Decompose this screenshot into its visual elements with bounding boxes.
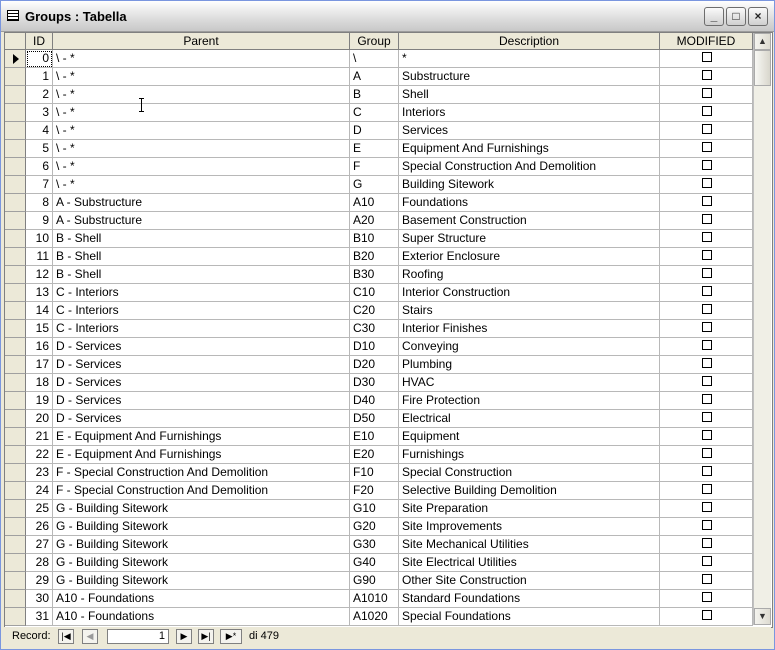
cell-modified — [660, 158, 753, 176]
column-header-id[interactable]: ID — [26, 33, 53, 50]
cell-description[interactable]: Site Improvements — [399, 518, 660, 536]
cell-parent[interactable]: \ - * — [53, 50, 350, 68]
cell-id[interactable]: 17 — [26, 356, 53, 374]
cell-id[interactable]: 0 — [26, 50, 53, 68]
title-bar[interactable] — [1, 1, 774, 32]
cell-id[interactable]: 2 — [26, 86, 53, 104]
cell-id[interactable]: 10 — [26, 230, 53, 248]
cell-id[interactable]: 5 — [26, 140, 53, 158]
cell-modified — [660, 446, 753, 464]
modified-checkbox[interactable] — [702, 250, 712, 260]
cell-description[interactable]: Interiors — [399, 104, 660, 122]
cell-modified — [660, 266, 753, 284]
cell-id[interactable]: 9 — [26, 212, 53, 230]
cell-parent[interactable]: \ - * — [53, 68, 350, 86]
cell-id[interactable]: 22 — [26, 446, 53, 464]
cell-description[interactable]: Foundations — [399, 194, 660, 212]
cell-id[interactable]: 23 — [26, 464, 53, 482]
row-selector[interactable] — [5, 428, 26, 446]
cell-description[interactable]: Basement Construction — [399, 212, 660, 230]
record-navigation-bar — [4, 627, 771, 647]
row-selector[interactable] — [5, 410, 26, 428]
select-all-corner[interactable] — [5, 33, 26, 50]
modified-checkbox[interactable] — [702, 592, 712, 602]
cell-parent[interactable]: F - Special Construction And Demolition — [53, 482, 350, 500]
cell-group[interactable]: D10 — [350, 338, 399, 356]
cell-group[interactable]: B30 — [350, 266, 399, 284]
cell-parent[interactable]: \ - * — [53, 176, 350, 194]
cell-parent[interactable]: \ - * — [53, 104, 350, 122]
modified-checkbox[interactable] — [702, 430, 712, 440]
scroll-down-button[interactable] — [754, 608, 771, 625]
modified-checkbox[interactable] — [702, 520, 712, 530]
cell-description[interactable]: Plumbing — [399, 356, 660, 374]
cell-group[interactable]: E10 — [350, 428, 399, 446]
cell-parent[interactable]: C - Interiors — [53, 320, 350, 338]
cell-description[interactable]: Interior Finishes — [399, 320, 660, 338]
cell-parent[interactable]: A10 - Foundations — [53, 608, 350, 626]
cell-group[interactable]: G10 — [350, 500, 399, 518]
row-selector[interactable] — [5, 50, 26, 68]
row-selector[interactable] — [5, 608, 26, 626]
cell-group[interactable]: C30 — [350, 320, 399, 338]
cell-description[interactable]: Stairs — [399, 302, 660, 320]
cell-description[interactable]: Special Construction — [399, 464, 660, 482]
cell-parent[interactable]: \ - * — [53, 140, 350, 158]
cell-modified — [660, 122, 753, 140]
cell-group[interactable]: \ — [350, 50, 399, 68]
cell-parent[interactable]: \ - * — [53, 122, 350, 140]
prev-record-icon: ◀ — [86, 631, 94, 641]
scroll-thumb[interactable] — [754, 50, 771, 86]
cell-parent[interactable]: D - Services — [53, 374, 350, 392]
cell-description[interactable]: Standard Foundations — [399, 590, 660, 608]
cell-modified — [660, 464, 753, 482]
cell-id[interactable]: 6 — [26, 158, 53, 176]
cell-group[interactable]: F — [350, 158, 399, 176]
new-record-icon: ▶* — [225, 631, 237, 641]
cell-description[interactable]: Super Structure — [399, 230, 660, 248]
row-selector[interactable] — [5, 572, 26, 590]
row-selector[interactable] — [5, 446, 26, 464]
row-selector[interactable] — [5, 266, 26, 284]
modified-checkbox[interactable] — [702, 268, 712, 278]
cell-description[interactable]: Services — [399, 122, 660, 140]
row-selector[interactable] — [5, 302, 26, 320]
text-cursor-icon — [141, 98, 142, 112]
cell-parent[interactable]: C - Interiors — [53, 284, 350, 302]
cell-description[interactable]: Building Sitework — [399, 176, 660, 194]
cell-modified — [660, 230, 753, 248]
cell-group[interactable]: B — [350, 86, 399, 104]
modified-checkbox[interactable] — [702, 178, 712, 188]
modified-checkbox[interactable] — [702, 124, 712, 134]
cell-description[interactable]: Selective Building Demolition — [399, 482, 660, 500]
cell-description[interactable]: Substructure — [399, 68, 660, 86]
modified-checkbox[interactable] — [702, 142, 712, 152]
cell-description[interactable]: Site Mechanical Utilities — [399, 536, 660, 554]
maximize-button[interactable] — [726, 7, 746, 26]
cell-modified — [660, 536, 753, 554]
modified-checkbox[interactable] — [702, 502, 712, 512]
cell-parent[interactable]: B - Shell — [53, 248, 350, 266]
modified-checkbox[interactable] — [702, 52, 712, 62]
vertical-scrollbar[interactable] — [753, 33, 771, 625]
next-record-icon: ▶ — [180, 631, 188, 641]
cell-id[interactable]: 28 — [26, 554, 53, 572]
modified-checkbox[interactable] — [702, 304, 712, 314]
modified-checkbox[interactable] — [702, 412, 712, 422]
cell-parent[interactable]: E - Equipment And Furnishings — [53, 428, 350, 446]
cell-modified — [660, 212, 753, 230]
cell-modified — [660, 194, 753, 212]
cell-description[interactable]: Exterior Enclosure — [399, 248, 660, 266]
row-selector[interactable] — [5, 338, 26, 356]
cell-modified — [660, 338, 753, 356]
row-selector[interactable] — [5, 230, 26, 248]
first-record-icon: |◀ — [61, 631, 71, 641]
cell-group[interactable]: D20 — [350, 356, 399, 374]
scroll-up-button[interactable] — [754, 33, 771, 50]
modified-checkbox[interactable] — [702, 448, 712, 458]
cell-id[interactable]: 12 — [26, 266, 53, 284]
first-record-button[interactable] — [58, 629, 74, 644]
cell-modified — [660, 284, 753, 302]
cell-modified — [660, 428, 753, 446]
modified-checkbox[interactable] — [702, 340, 712, 350]
maximize-icon: □ — [732, 9, 740, 23]
cell-description[interactable]: * — [399, 50, 660, 68]
modified-checkbox[interactable] — [702, 160, 712, 170]
modified-checkbox[interactable] — [702, 70, 712, 80]
cell-parent[interactable]: D - Services — [53, 338, 350, 356]
row-selector[interactable] — [5, 518, 26, 536]
window-title: Groups : Tabella — [25, 9, 127, 24]
cell-parent[interactable]: \ - * — [53, 158, 350, 176]
cell-group[interactable]: G40 — [350, 554, 399, 572]
cell-description[interactable]: Site Electrical Utilities — [399, 554, 660, 572]
cell-group[interactable]: B20 — [350, 248, 399, 266]
row-selector[interactable] — [5, 392, 26, 410]
cell-group[interactable]: D — [350, 122, 399, 140]
cell-id[interactable]: 26 — [26, 518, 53, 536]
cell-parent[interactable]: D - Services — [53, 410, 350, 428]
row-selector[interactable] — [5, 176, 26, 194]
cell-id[interactable]: 13 — [26, 284, 53, 302]
cell-group[interactable]: G — [350, 176, 399, 194]
modified-checkbox[interactable] — [702, 484, 712, 494]
row-selector[interactable] — [5, 68, 26, 86]
modified-checkbox[interactable] — [702, 88, 712, 98]
cell-parent[interactable]: C - Interiors — [53, 302, 350, 320]
cell-description[interactable]: Furnishings — [399, 446, 660, 464]
cell-modified — [660, 608, 753, 626]
cell-parent[interactable]: G - Building Sitework — [53, 500, 350, 518]
cell-id[interactable]: 19 — [26, 392, 53, 410]
modified-checkbox[interactable] — [702, 322, 712, 332]
cell-id[interactable]: 31 — [26, 608, 53, 626]
cell-parent[interactable]: E - Equipment And Furnishings — [53, 446, 350, 464]
cell-parent[interactable]: A - Substructure — [53, 212, 350, 230]
record-label: Record: — [12, 630, 51, 642]
minimize-button[interactable] — [704, 7, 724, 26]
close-button[interactable] — [748, 7, 768, 26]
modified-checkbox[interactable] — [702, 106, 712, 116]
cell-parent[interactable]: D - Services — [53, 392, 350, 410]
modified-checkbox[interactable] — [702, 610, 712, 620]
cell-modified — [660, 500, 753, 518]
record-total: di 479 — [249, 630, 279, 642]
modified-checkbox[interactable] — [702, 556, 712, 566]
cell-modified — [660, 410, 753, 428]
cell-id[interactable]: 7 — [26, 176, 53, 194]
cell-parent[interactable]: G - Building Sitework — [53, 536, 350, 554]
row-selector[interactable] — [5, 284, 26, 302]
cell-id[interactable]: 14 — [26, 302, 53, 320]
cell-group[interactable]: D50 — [350, 410, 399, 428]
cell-id[interactable]: 4 — [26, 122, 53, 140]
cell-parent[interactable]: G - Building Sitework — [53, 572, 350, 590]
modified-checkbox[interactable] — [702, 358, 712, 368]
cell-group[interactable]: C10 — [350, 284, 399, 302]
cell-description[interactable]: Shell — [399, 86, 660, 104]
column-header-parent[interactable]: Parent — [53, 33, 350, 50]
cell-id[interactable]: 20 — [26, 410, 53, 428]
next-record-button[interactable] — [176, 629, 192, 644]
cell-parent[interactable]: D - Services — [53, 356, 350, 374]
cell-id[interactable]: 25 — [26, 500, 53, 518]
close-icon: × — [754, 9, 762, 23]
cell-id[interactable]: 29 — [26, 572, 53, 590]
record-number-input[interactable]: 1 — [107, 629, 169, 644]
cell-modified — [660, 518, 753, 536]
cell-group[interactable]: C20 — [350, 302, 399, 320]
cell-parent[interactable]: G - Building Sitework — [53, 554, 350, 572]
cell-id[interactable]: 11 — [26, 248, 53, 266]
cell-parent[interactable]: \ - * — [53, 86, 350, 104]
row-selector[interactable] — [5, 464, 26, 482]
cell-group[interactable]: F20 — [350, 482, 399, 500]
cell-parent[interactable]: A10 - Foundations — [53, 590, 350, 608]
cell-id[interactable]: 15 — [26, 320, 53, 338]
cell-group[interactable]: F10 — [350, 464, 399, 482]
modified-checkbox[interactable] — [702, 286, 712, 296]
row-selector[interactable] — [5, 248, 26, 266]
last-record-icon: ▶| — [201, 631, 211, 641]
modified-checkbox[interactable] — [702, 466, 712, 476]
cell-modified — [660, 248, 753, 266]
row-selector[interactable] — [5, 590, 26, 608]
row-selector[interactable] — [5, 320, 26, 338]
cell-description[interactable]: Interior Construction — [399, 284, 660, 302]
cell-id[interactable]: 21 — [26, 428, 53, 446]
new-record-button[interactable] — [220, 629, 242, 644]
modified-checkbox[interactable] — [702, 214, 712, 224]
cell-group[interactable]: G20 — [350, 518, 399, 536]
cell-id[interactable]: 18 — [26, 374, 53, 392]
row-selector[interactable] — [5, 140, 26, 158]
row-selector[interactable] — [5, 554, 26, 572]
cell-id[interactable]: 24 — [26, 482, 53, 500]
row-selector[interactable] — [5, 536, 26, 554]
modified-checkbox[interactable] — [702, 574, 712, 584]
row-selector[interactable] — [5, 122, 26, 140]
cell-description[interactable]: Electrical — [399, 410, 660, 428]
cell-parent[interactable]: G - Building Sitework — [53, 518, 350, 536]
cell-id[interactable]: 27 — [26, 536, 53, 554]
cell-id[interactable]: 30 — [26, 590, 53, 608]
cell-modified — [660, 356, 753, 374]
arrow-up-icon: ▲ — [758, 36, 767, 46]
cell-modified — [660, 374, 753, 392]
cell-group[interactable]: G30 — [350, 536, 399, 554]
cell-parent[interactable]: B - Shell — [53, 230, 350, 248]
last-record-button[interactable] — [198, 629, 214, 644]
modified-checkbox[interactable] — [702, 376, 712, 386]
cell-modified — [660, 68, 753, 86]
previous-record-button[interactable] — [82, 629, 98, 644]
cell-group[interactable]: A10 — [350, 194, 399, 212]
minimize-icon: _ — [710, 9, 718, 23]
cell-modified — [660, 554, 753, 572]
cell-modified — [660, 86, 753, 104]
column-header-group[interactable]: Group — [350, 33, 399, 50]
cell-group[interactable]: A20 — [350, 212, 399, 230]
column-header-description[interactable]: Description — [399, 33, 660, 50]
cell-description[interactable]: Equipment — [399, 428, 660, 446]
cell-description[interactable]: Special Construction And Demolition — [399, 158, 660, 176]
cell-modified — [660, 392, 753, 410]
cell-id[interactable]: 8 — [26, 194, 53, 212]
row-selector[interactable] — [5, 158, 26, 176]
cell-modified — [660, 176, 753, 194]
arrow-down-icon: ▼ — [758, 611, 767, 621]
row-selector[interactable] — [5, 104, 26, 122]
cell-group[interactable]: E20 — [350, 446, 399, 464]
cell-group[interactable]: A — [350, 68, 399, 86]
modified-checkbox[interactable] — [702, 196, 712, 206]
cell-group[interactable]: B10 — [350, 230, 399, 248]
cell-group[interactable]: C — [350, 104, 399, 122]
cell-parent[interactable]: B - Shell — [53, 266, 350, 284]
cell-modified — [660, 302, 753, 320]
datasheet-grid[interactable] — [4, 32, 773, 628]
row-selector[interactable] — [5, 374, 26, 392]
row-selector[interactable] — [5, 356, 26, 374]
cell-description[interactable]: Conveying — [399, 338, 660, 356]
cell-description[interactable]: Special Foundations — [399, 608, 660, 626]
cell-modified — [660, 140, 753, 158]
cell-parent[interactable]: A - Substructure — [53, 194, 350, 212]
cell-modified — [660, 320, 753, 338]
cell-group[interactable]: A1020 — [350, 608, 399, 626]
cell-description[interactable]: HVAC — [399, 374, 660, 392]
row-selector[interactable] — [5, 482, 26, 500]
modified-checkbox[interactable] — [702, 394, 712, 404]
cell-group[interactable]: D30 — [350, 374, 399, 392]
cell-id[interactable]: 16 — [26, 338, 53, 356]
cell-modified — [660, 50, 753, 68]
row-selector[interactable] — [5, 194, 26, 212]
current-record-icon — [13, 54, 19, 64]
cell-modified — [660, 572, 753, 590]
row-selector[interactable] — [5, 500, 26, 518]
cell-modified — [660, 590, 753, 608]
cell-parent[interactable]: F - Special Construction And Demolition — [53, 464, 350, 482]
cell-modified — [660, 482, 753, 500]
cell-description[interactable]: Roofing — [399, 266, 660, 284]
cell-id[interactable]: 3 — [26, 104, 53, 122]
cell-group[interactable]: D40 — [350, 392, 399, 410]
table-icon — [7, 10, 19, 21]
row-selector[interactable] — [5, 86, 26, 104]
cell-group[interactable]: G90 — [350, 572, 399, 590]
cell-id[interactable]: 1 — [26, 68, 53, 86]
cell-description[interactable]: Fire Protection — [399, 392, 660, 410]
cell-description[interactable]: Equipment And Furnishings — [399, 140, 660, 158]
cell-description[interactable]: Site Preparation — [399, 500, 660, 518]
modified-checkbox[interactable] — [702, 232, 712, 242]
modified-checkbox[interactable] — [702, 538, 712, 548]
column-header-modified[interactable]: MODIFIED — [660, 33, 753, 50]
cell-modified — [660, 104, 753, 122]
row-selector[interactable] — [5, 212, 26, 230]
cell-group[interactable]: E — [350, 140, 399, 158]
cell-description[interactable]: Other Site Construction — [399, 572, 660, 590]
cell-group[interactable]: A1010 — [350, 590, 399, 608]
